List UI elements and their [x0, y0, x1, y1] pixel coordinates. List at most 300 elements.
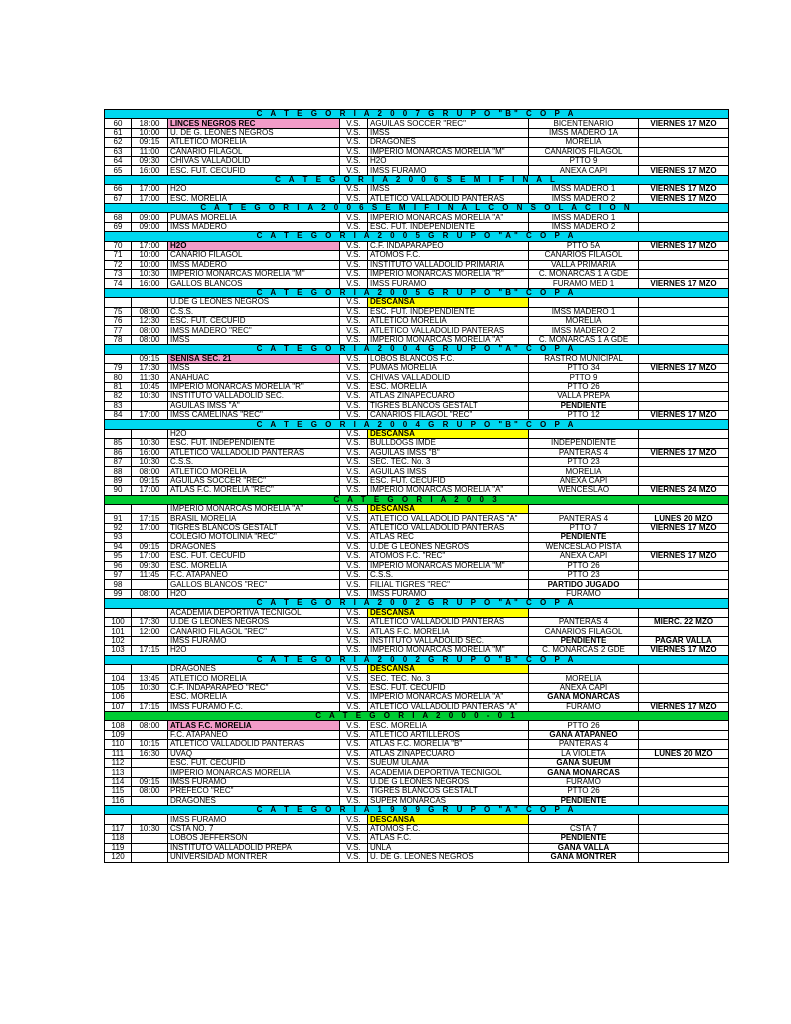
venue: PTTO 7: [529, 523, 639, 532]
away-team: ATLETICO VALLADOLID PANTERAS "A": [368, 702, 529, 711]
away-team: ESC. FUT. CECUFID: [368, 683, 529, 692]
home-team: IMPERIO MONARCAS MORELIA: [168, 768, 340, 777]
match-number: 88: [105, 467, 132, 476]
match-time: 17:15: [132, 514, 168, 523]
match-time: 12:00: [132, 627, 168, 636]
match-date-note: VIERNES 17 MZO: [639, 646, 729, 655]
venue: C. MONARCAS 1 A GDE: [529, 335, 639, 344]
match-number: 81: [105, 382, 132, 391]
match-number: 98: [105, 580, 132, 589]
match-number: 100: [105, 617, 132, 626]
match-row: [105, 448, 729, 457]
match-date-note: [639, 533, 729, 542]
match-time: [132, 815, 168, 824]
home-team: ATLAS F.C. MORELIA: [168, 721, 340, 730]
versus-label: V.S.: [340, 138, 368, 147]
versus-label: V.S.: [340, 373, 368, 382]
match-date-note: [639, 128, 729, 137]
match-date-note: [639, 815, 729, 824]
home-team: C.S.S.: [168, 307, 340, 316]
home-team: LINCES NEGROS REC: [168, 119, 340, 128]
category-title: C A T E G O R I A 2 0 0 3: [105, 495, 729, 504]
venue: PTTO 9: [529, 373, 639, 382]
venue: IMSS MADERO 1: [529, 307, 639, 316]
home-team: ATLETICO VALLADOLID PANTERAS: [168, 740, 340, 749]
match-date-note: [639, 269, 729, 278]
venue: PTTO 23: [529, 458, 639, 467]
venue: [529, 429, 639, 438]
match-date-note: [639, 843, 729, 852]
venue: PTTO 12: [529, 411, 639, 420]
venue: MORELIA: [529, 467, 639, 476]
venue: [529, 505, 639, 514]
match-row: [105, 401, 729, 410]
category-header-row: [105, 204, 729, 213]
match-date-note: [639, 335, 729, 344]
match-number: 117: [105, 824, 132, 833]
away-team: IMSS: [368, 185, 529, 194]
match-number: 68: [105, 213, 132, 222]
match-row: [105, 298, 729, 307]
match-row: [105, 514, 729, 523]
match-number: 106: [105, 693, 132, 702]
venue: MORELIA: [529, 138, 639, 147]
away-team: IMPERIO MONARCAS MORELIA "M": [368, 147, 529, 156]
match-row: [105, 147, 729, 156]
venue: CANARIOS FILAGOL: [529, 147, 639, 156]
match-time: 10:30: [132, 824, 168, 833]
match-row: [105, 617, 729, 626]
match-date-note: [639, 439, 729, 448]
category-header-row: [105, 806, 729, 815]
away-team: ESC. MORELIA: [368, 721, 529, 730]
match-row: [105, 777, 729, 786]
match-time: 08:00: [132, 467, 168, 476]
match-date-note: VIERNES 17 MZO: [639, 166, 729, 175]
match-time: 17:30: [132, 363, 168, 372]
match-time: 17:15: [132, 646, 168, 655]
match-time: 08:00: [132, 721, 168, 730]
match-number: [105, 298, 132, 307]
match-row: [105, 853, 729, 862]
versus-label: V.S.: [340, 646, 368, 655]
match-time: 16:00: [132, 279, 168, 288]
home-team: U.DE G LEONES NEGROS: [168, 298, 340, 307]
match-number: 87: [105, 458, 132, 467]
match-number: 60: [105, 119, 132, 128]
category-header-row: [105, 288, 729, 297]
match-date-note: VIERNES 17 MZO: [639, 702, 729, 711]
match-number: 77: [105, 326, 132, 335]
match-date-note: [639, 721, 729, 730]
match-number: 119: [105, 843, 132, 852]
venue: PTTO 5A: [529, 241, 639, 250]
away-team: SUPER MONARCAS: [368, 796, 529, 805]
home-team: IMSS: [168, 335, 340, 344]
away-team: ATOMOS F.C. "REC": [368, 552, 529, 561]
away-team: U.DE G LEONES NEGROS: [368, 542, 529, 551]
home-team: H2O: [168, 185, 340, 194]
venue: INDEPENDIENTE: [529, 439, 639, 448]
match-date-note: [639, 316, 729, 325]
match-number: 83: [105, 401, 132, 410]
match-date-note: [639, 853, 729, 862]
versus-label: V.S.: [340, 448, 368, 457]
match-row: [105, 664, 729, 673]
match-row: [105, 759, 729, 768]
venue: PENDIENTE: [529, 401, 639, 410]
match-date-note: [639, 759, 729, 768]
away-team: ATLETICO VALLADOLID PANTERAS: [368, 523, 529, 532]
match-row: [105, 307, 729, 316]
away-team: U.DE G LEONES NEGROS: [368, 777, 529, 786]
match-time: [132, 730, 168, 739]
match-number: 114: [105, 777, 132, 786]
venue: ANEXA CAPI: [529, 552, 639, 561]
away-team: TIGRES BLANCOS GESTALT: [368, 787, 529, 796]
venue: FURAMO: [529, 777, 639, 786]
match-row: [105, 815, 729, 824]
versus-label: V.S.: [340, 260, 368, 269]
away-team: U. DE G. LEONES NEGROS: [368, 853, 529, 862]
match-time: 10:00: [132, 251, 168, 260]
away-team: IMSS FURAMO: [368, 589, 529, 598]
home-team: AGUILAS SOCCER "REC": [168, 476, 340, 485]
match-row: [105, 730, 729, 739]
venue: [529, 608, 639, 617]
home-team: U. DE G. LEONES NEGROS: [168, 128, 340, 137]
match-time: 09:00: [132, 213, 168, 222]
match-row: [105, 533, 729, 542]
away-team: ATLETICO VALLADOLID PANTERAS: [368, 617, 529, 626]
match-number: [105, 354, 132, 363]
venue: IMSS MADERO 2: [529, 326, 639, 335]
match-row: [105, 382, 729, 391]
match-row: [105, 740, 729, 749]
match-time: 10:30: [132, 269, 168, 278]
home-team: DRAGONES: [168, 664, 340, 673]
match-number: 62: [105, 138, 132, 147]
match-time: 17:00: [132, 185, 168, 194]
versus-label: V.S.: [340, 843, 368, 852]
match-number: 74: [105, 279, 132, 288]
match-date-note: [639, 157, 729, 166]
away-team: ATLAS REC: [368, 533, 529, 542]
venue: PTTO 9: [529, 157, 639, 166]
away-team: ESC. FUT. INDEPENDIENTE: [368, 307, 529, 316]
home-team: F.C. ATAPANEO: [168, 730, 340, 739]
versus-label: V.S.: [340, 702, 368, 711]
category-title: C A T E G O R I A 1 9 9 9 G R U P O "A" C O P A: [105, 806, 729, 815]
away-team: IMPERIO MONARCAS MORELIA "M": [368, 561, 529, 570]
away-team: SEC. TEC. No. 3: [368, 458, 529, 467]
home-team: PUMAS MORELIA: [168, 213, 340, 222]
versus-label: V.S.: [340, 674, 368, 683]
venue: FURAMO: [529, 589, 639, 598]
home-team: H2O: [168, 646, 340, 655]
versus-label: V.S.: [340, 740, 368, 749]
venue: IMSS MADERO 1: [529, 213, 639, 222]
match-date-note: [639, 580, 729, 589]
venue: [529, 815, 639, 824]
home-team: IMSS MADERO: [168, 260, 340, 269]
venue: IMSS MADERO 1: [529, 185, 639, 194]
away-team: ATLETICO VALLADOLID PANTERAS: [368, 326, 529, 335]
match-row: [105, 721, 729, 730]
home-team: ESC. MORELIA: [168, 194, 340, 203]
home-team: U.DE G LEONES NEGROS: [168, 617, 340, 626]
match-date-note: [639, 683, 729, 692]
home-team: CSTA NO. 7: [168, 824, 340, 833]
venue: [529, 298, 639, 307]
match-date-note: [639, 627, 729, 636]
away-team: ATLETICO ARTILLEROS: [368, 730, 529, 739]
category-title: C A T E G O R I A 2 0 0 2 G R U P O "B" C O P A: [105, 655, 729, 664]
match-date-note: [639, 542, 729, 551]
category-header-row: [105, 655, 729, 664]
venue: PANTERAS 4: [529, 514, 639, 523]
away-team: INSTITUTO VALLADOLID PRIMARIA: [368, 260, 529, 269]
category-header-row: [105, 420, 729, 429]
home-team: IMSS: [168, 363, 340, 372]
match-date-note: [639, 138, 729, 147]
venue: PARTIDO JUGADO: [529, 580, 639, 589]
match-row: [105, 834, 729, 843]
match-date-note: [639, 476, 729, 485]
away-team: ATOMOS F.C.: [368, 824, 529, 833]
match-time: 12:30: [132, 316, 168, 325]
home-team: CANARIO FILAGOL: [168, 251, 340, 260]
match-time: 10:00: [132, 128, 168, 137]
match-date-note: [639, 693, 729, 702]
venue: C. MONARCAS 2 GDE: [529, 646, 639, 655]
match-date-note: [639, 392, 729, 401]
match-number: 90: [105, 486, 132, 495]
venue: GANA SUEUM: [529, 759, 639, 768]
home-team: SENISA SEC. 21: [168, 354, 340, 363]
versus-label: V.S.: [340, 796, 368, 805]
versus-label: V.S.: [340, 721, 368, 730]
away-team: ESC. MORELIA: [368, 382, 529, 391]
match-date-note: VIERNES 17 MZO: [639, 363, 729, 372]
match-number: 111: [105, 749, 132, 758]
away-team: IMSS FURAMO: [368, 166, 529, 175]
match-time: 10:30: [132, 683, 168, 692]
match-date-note: VIERNES 17 MZO: [639, 194, 729, 203]
category-title: C A T E G O R I A 2 0 0 4 G R U P O "B" C O P A: [105, 420, 729, 429]
match-number: 113: [105, 768, 132, 777]
versus-label: V.S.: [340, 185, 368, 194]
match-time: 09:15: [132, 476, 168, 485]
away-team: ATLAS ZINAPECUARO: [368, 749, 529, 758]
venue: PTTO 34: [529, 363, 639, 372]
match-time: 10:30: [132, 392, 168, 401]
away-team: ATLETICO VALLADOLID PANTERAS: [368, 194, 529, 203]
match-row: [105, 166, 729, 175]
match-row: [105, 683, 729, 692]
home-team: ACADEMIA DEPORTIVA TECNIGOL: [168, 608, 340, 617]
match-date-note: [639, 429, 729, 438]
home-team: ESC. FUT. CECUFID: [168, 166, 340, 175]
match-date-note: VIERNES 24 MZO: [639, 486, 729, 495]
match-number: 108: [105, 721, 132, 730]
away-team: DESCANSA: [368, 429, 529, 438]
match-time: [132, 636, 168, 645]
venue: FURAMO MED 1: [529, 279, 639, 288]
venue: C. MONARCAS 1 A GDE: [529, 269, 639, 278]
versus-label: V.S.: [340, 316, 368, 325]
match-row: [105, 157, 729, 166]
versus-label: V.S.: [340, 458, 368, 467]
match-row: [105, 138, 729, 147]
match-time: 17:15: [132, 702, 168, 711]
match-row: [105, 363, 729, 372]
match-number: 92: [105, 523, 132, 532]
match-time: 08:00: [132, 307, 168, 316]
match-number: 72: [105, 260, 132, 269]
match-number: 95: [105, 552, 132, 561]
match-date-note: LUNES 20 MZO: [639, 514, 729, 523]
match-row: [105, 429, 729, 438]
home-team: ATLETICO MORELIA: [168, 138, 340, 147]
away-team: ATLAS F.C. MORELIA "B": [368, 740, 529, 749]
versus-label: V.S.: [340, 730, 368, 739]
versus-label: V.S.: [340, 834, 368, 843]
match-number: [105, 429, 132, 438]
venue: CSTA 7: [529, 824, 639, 833]
venue: ANEXA CAPI: [529, 683, 639, 692]
away-team: IMSS: [368, 128, 529, 137]
versus-label: V.S.: [340, 523, 368, 532]
home-team: DRAGONES: [168, 542, 340, 551]
home-team: ESC. FUT. CECUFID: [168, 552, 340, 561]
match-number: 61: [105, 128, 132, 137]
match-time: 11:00: [132, 147, 168, 156]
versus-label: V.S.: [340, 392, 368, 401]
venue: PENDIENTE: [529, 533, 639, 542]
match-date-note: [639, 674, 729, 683]
versus-label: V.S.: [340, 552, 368, 561]
match-row: [105, 702, 729, 711]
match-number: 63: [105, 147, 132, 156]
home-team: DRAGONES: [168, 796, 340, 805]
match-date-note: [639, 382, 729, 391]
match-time: 08:00: [132, 589, 168, 598]
versus-label: V.S.: [340, 354, 368, 363]
match-number: 107: [105, 702, 132, 711]
versus-label: V.S.: [340, 664, 368, 673]
match-row: [105, 646, 729, 655]
away-team: DESCANSA: [368, 815, 529, 824]
versus-label: V.S.: [340, 298, 368, 307]
versus-label: V.S.: [340, 777, 368, 786]
versus-label: V.S.: [340, 401, 368, 410]
away-team: IMPERIO MONARCAS MORELIA "A": [368, 335, 529, 344]
venue: PANTERAS 4: [529, 740, 639, 749]
match-row: [105, 354, 729, 363]
home-team: IMSS MADERO: [168, 222, 340, 231]
home-team: ATLETICO MORELIA: [168, 467, 340, 476]
match-number: 97: [105, 570, 132, 579]
match-row: [105, 580, 729, 589]
match-date-note: [639, 505, 729, 514]
versus-label: V.S.: [340, 213, 368, 222]
match-number: 64: [105, 157, 132, 166]
match-time: [132, 759, 168, 768]
match-time: 16:00: [132, 448, 168, 457]
home-team: IMPERIO MONARCAS MORELIA "A": [168, 505, 340, 514]
match-date-note: VIERNES 17 MZO: [639, 411, 729, 420]
match-date-note: [639, 796, 729, 805]
match-time: 16:30: [132, 749, 168, 758]
versus-label: V.S.: [340, 269, 368, 278]
versus-label: V.S.: [340, 411, 368, 420]
match-date-note: [639, 834, 729, 843]
venue: PTTO 26: [529, 382, 639, 391]
versus-label: V.S.: [340, 768, 368, 777]
category-header-row: [105, 345, 729, 354]
away-team: TIGRES BLANCOS GESTALT: [368, 401, 529, 410]
venue: PTTO 23: [529, 570, 639, 579]
versus-label: V.S.: [340, 439, 368, 448]
away-team: ATLAS F.C. MORELIA: [368, 627, 529, 636]
match-row: [105, 251, 729, 260]
match-date-note: [639, 787, 729, 796]
match-time: 17:00: [132, 486, 168, 495]
match-date-note: [639, 768, 729, 777]
match-date-note: [639, 458, 729, 467]
home-team: UVAQ: [168, 749, 340, 758]
home-team: LOBOS JEFFERSON: [168, 834, 340, 843]
versus-label: V.S.: [340, 335, 368, 344]
match-row: [105, 693, 729, 702]
versus-label: V.S.: [340, 636, 368, 645]
match-date-note: [639, 589, 729, 598]
home-team: GALLOS BLANCOS: [168, 279, 340, 288]
match-time: [132, 843, 168, 852]
versus-label: V.S.: [340, 749, 368, 758]
match-time: [132, 664, 168, 673]
match-row: [105, 570, 729, 579]
home-team: AGUILAS IMSS "A": [168, 401, 340, 410]
match-number: 73: [105, 269, 132, 278]
match-row: [105, 411, 729, 420]
versus-label: V.S.: [340, 824, 368, 833]
versus-label: V.S.: [340, 279, 368, 288]
versus-label: V.S.: [340, 326, 368, 335]
away-team: ACADEMIA DEPORTIVA TECNIGOL: [368, 768, 529, 777]
home-team: ANAHUAC: [168, 373, 340, 382]
match-row: [105, 392, 729, 401]
match-row: [105, 128, 729, 137]
category-header-row: [105, 232, 729, 241]
away-team: CANARIOS FILAGOL "REC": [368, 411, 529, 420]
match-date-note: [639, 298, 729, 307]
home-team: IMSS FURAMO: [168, 636, 340, 645]
match-date-note: [639, 326, 729, 335]
match-date-note: [639, 260, 729, 269]
versus-label: V.S.: [340, 147, 368, 156]
away-team: ATLETICO MORELIA: [368, 316, 529, 325]
home-team: INSTITUTO VALLADOLID SEC.: [168, 392, 340, 401]
versus-label: V.S.: [340, 514, 368, 523]
match-date-note: [639, 222, 729, 231]
venue: [529, 664, 639, 673]
match-date-note: [639, 740, 729, 749]
versus-label: V.S.: [340, 533, 368, 542]
match-number: 103: [105, 646, 132, 655]
match-number: 94: [105, 542, 132, 551]
